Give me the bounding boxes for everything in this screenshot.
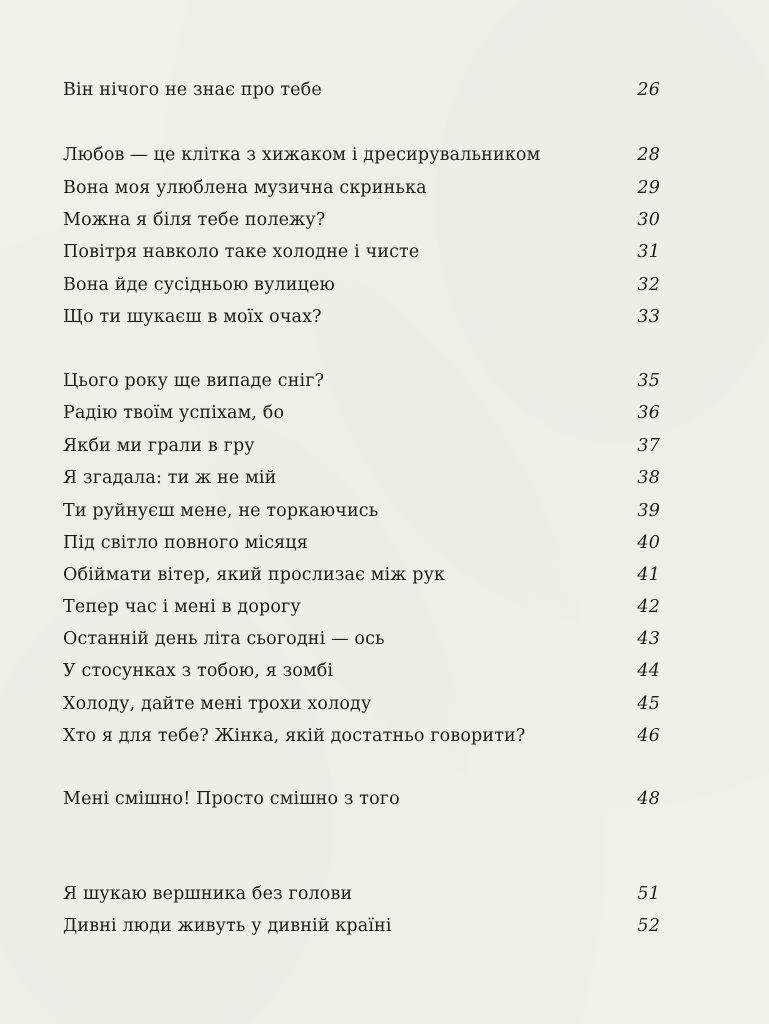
toc-entry-title: Хто я для тебе? Жінка, якій достатньо говорити? [63,726,526,746]
toc-entry-page: 30 [637,210,660,230]
toc-entry-page: 28 [637,145,660,165]
toc-entry-title: Вона моя улюблена музична скринька [63,178,427,198]
toc-entry-page: 46 [637,726,660,746]
toc-entry-title: Що ти шукаєш в моїх очах? [63,307,322,327]
toc-entry-title: Він нічого не знає про тебе [63,80,322,100]
toc-entry [63,403,660,431]
toc-entry-title: Можна я біля тебе полежу? [63,210,326,230]
toc-entry-page: 37 [637,436,660,456]
toc-entry-title: Холоду, дайте мені трохи холоду [63,694,372,714]
toc-entry [63,884,660,912]
toc-entry-title: Вона йде сусідньою вулицею [63,275,335,295]
toc-entry-title: Цього року ще випаде сніг? [63,371,325,391]
toc-entry [63,694,660,722]
toc-entry [63,916,660,944]
toc-entry-page: 48 [637,789,660,809]
toc-entry [63,597,660,625]
toc-entry [63,468,660,496]
toc-entry-page: 35 [637,371,660,391]
toc-entry-page: 29 [637,178,660,198]
toc-entry [63,501,660,529]
toc-entry [63,629,660,657]
toc-entry-page: 31 [637,242,660,262]
toc-entry [63,726,660,754]
toc-entry-page: 32 [637,275,660,295]
toc-entry [63,80,660,108]
toc-entry-title: Мені смішно! Просто смішно з того [63,789,400,809]
toc-entry-page: 38 [637,468,660,488]
toc-entry [63,371,660,399]
toc-entry-title: Якби ми грали в гру [63,436,255,456]
toc-entry-title: Любов — це клітка з хижаком і дресирувальником [63,145,541,165]
toc-entry [63,145,660,173]
toc-entry-page: 45 [637,694,660,714]
toc-entry-title: Радію твоїм успіхам, бо [63,403,285,423]
toc-entry-page: 44 [637,661,660,681]
toc-entry-page: 41 [637,565,660,585]
toc-entry-title: Обіймати вітер, який прослизає між рук [63,565,446,585]
toc-entry [63,210,660,238]
toc-entry-page: 33 [637,307,660,327]
toc-entry [63,178,660,206]
toc-entry-title: Під світло повного місяця [63,533,308,553]
toc-entry-page: 42 [637,597,660,617]
toc-entry-page: 43 [637,629,660,649]
toc-entry-title: Ти руйнуєш мене, не торкаючись [63,501,379,521]
toc-entry-title: Повітря навколо таке холодне і чисте [63,242,420,262]
toc-entry-page: 40 [637,533,660,553]
toc-entry [63,565,660,593]
toc-entry-page: 26 [637,80,660,100]
toc-entry-title: Дивні люди живуть у дивній країні [63,916,392,936]
toc-entry [63,436,660,464]
toc-entry-title: Я шукаю вершника без голови [63,884,353,904]
toc-entry-page: 39 [637,501,660,521]
toc-entry-title: У стосунках з тобою, я зомбі [63,661,334,681]
toc-entry [63,242,660,270]
toc-entry [63,275,660,303]
toc-entry-page: 51 [637,884,660,904]
toc-entry [63,307,660,335]
toc-entry-page: 36 [637,403,660,423]
toc-entry [63,661,660,689]
toc-entry-title: Тепер час і мені в дорогу [63,597,301,617]
toc-entry [63,533,660,561]
toc-entry-title: Я згадала: ти ж не мій [63,468,277,488]
toc-entry-title: Останній день літа сьогодні — ось [63,629,385,649]
toc-entry [63,789,660,817]
toc-entry-page: 52 [637,916,660,936]
